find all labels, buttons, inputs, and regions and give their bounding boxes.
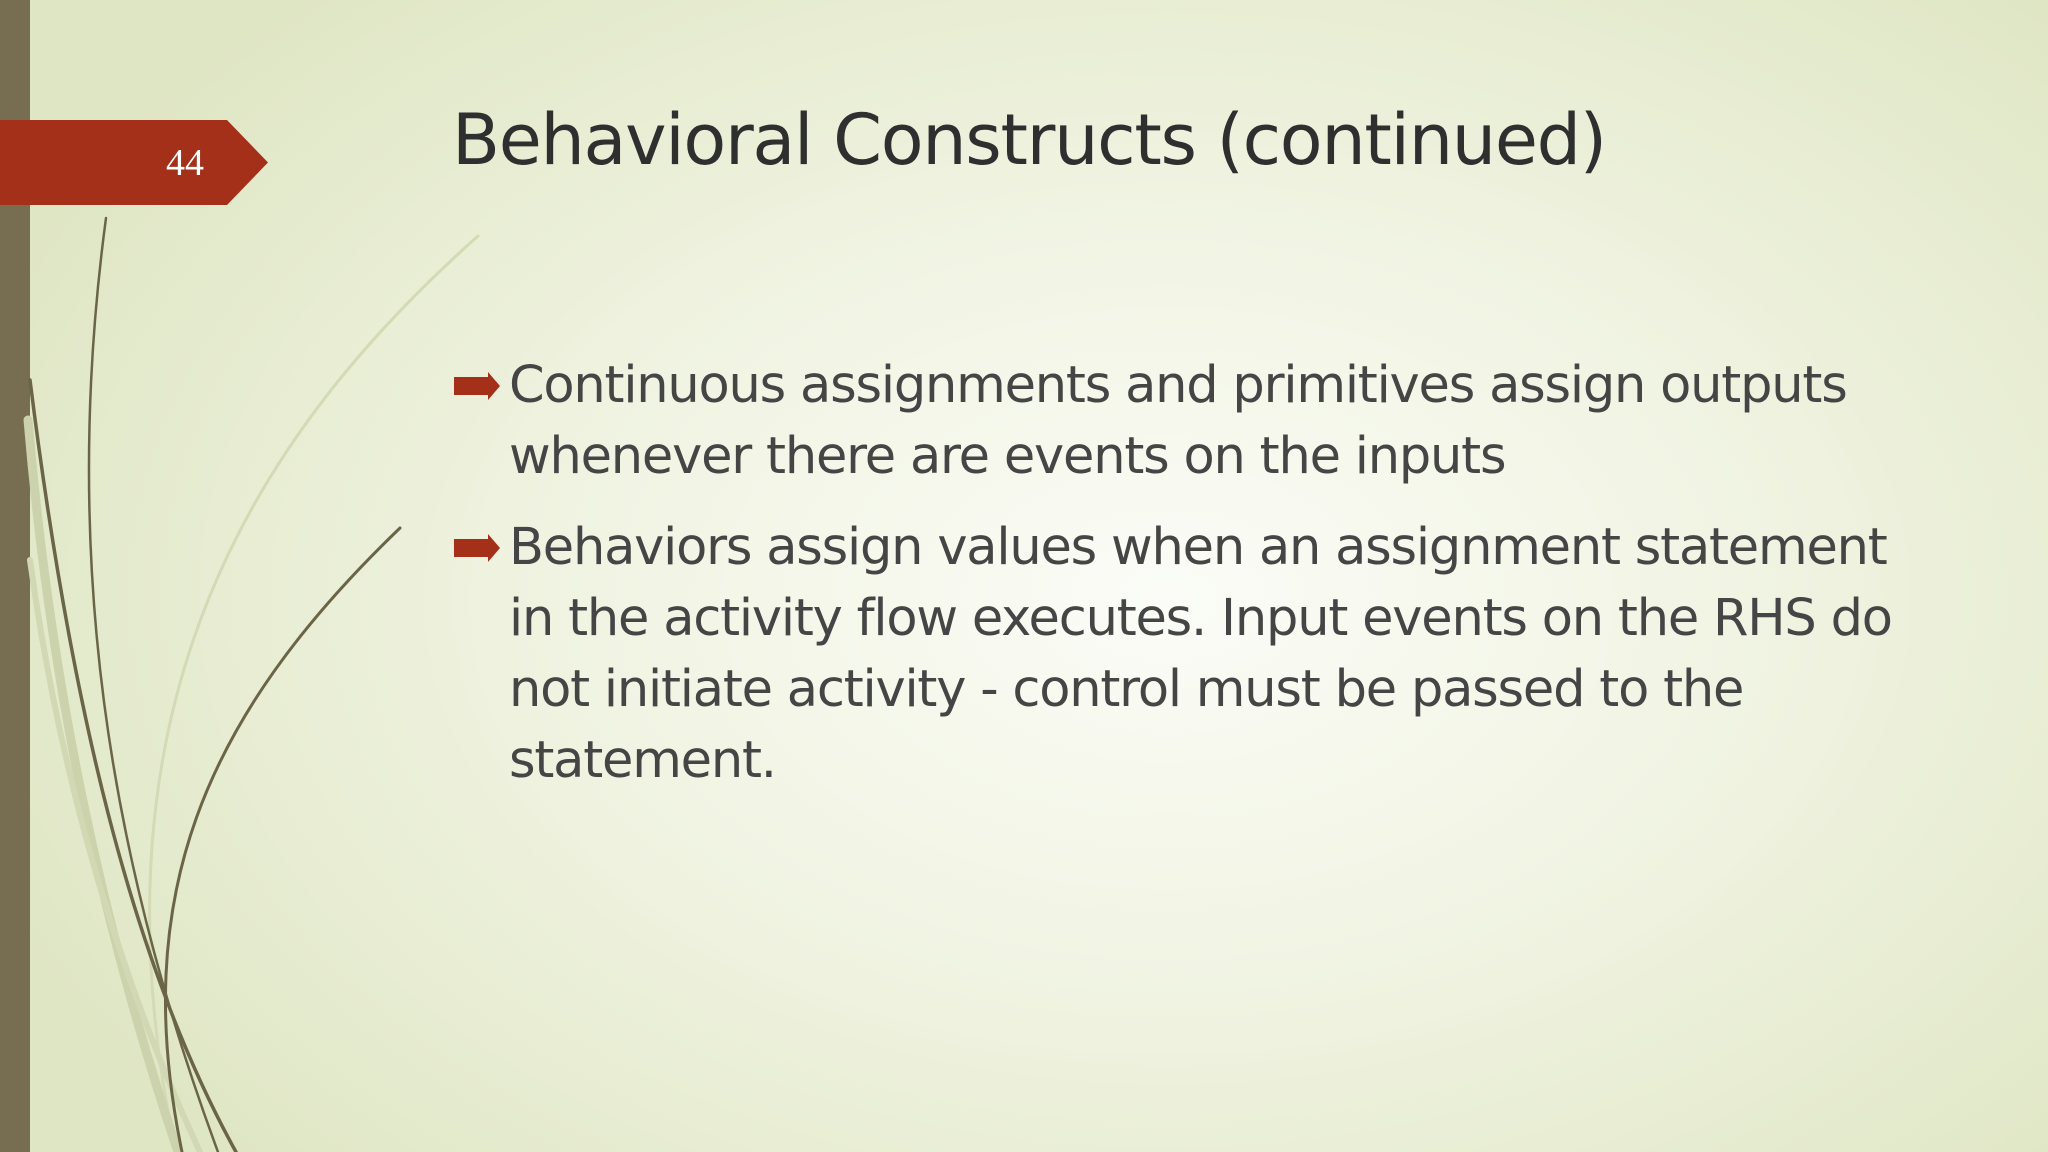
arrow-bullet-icon bbox=[454, 372, 500, 400]
slide-number-tab bbox=[0, 120, 268, 205]
frond-stroke-light bbox=[150, 236, 478, 1152]
bullet-text: Continuous assignments and primitives assign outputs whenever there are events on the inputs bbox=[509, 356, 1847, 486]
bullet-list bbox=[452, 350, 1892, 816]
bullet-text: Behaviors assign values when an assignment statement in the activity flow executes. Input events on the RHS do not initiate activity - control must be passed to the statement. bbox=[509, 518, 1892, 790]
bullet-item bbox=[452, 512, 1892, 796]
arrow-bullet-icon bbox=[454, 534, 500, 562]
bullet-item bbox=[452, 350, 1892, 492]
slide-number: 44 bbox=[166, 142, 204, 184]
slide-title: Behavioral Constructs (continued) bbox=[452, 99, 1606, 181]
frond-stroke-dark bbox=[30, 380, 236, 1152]
